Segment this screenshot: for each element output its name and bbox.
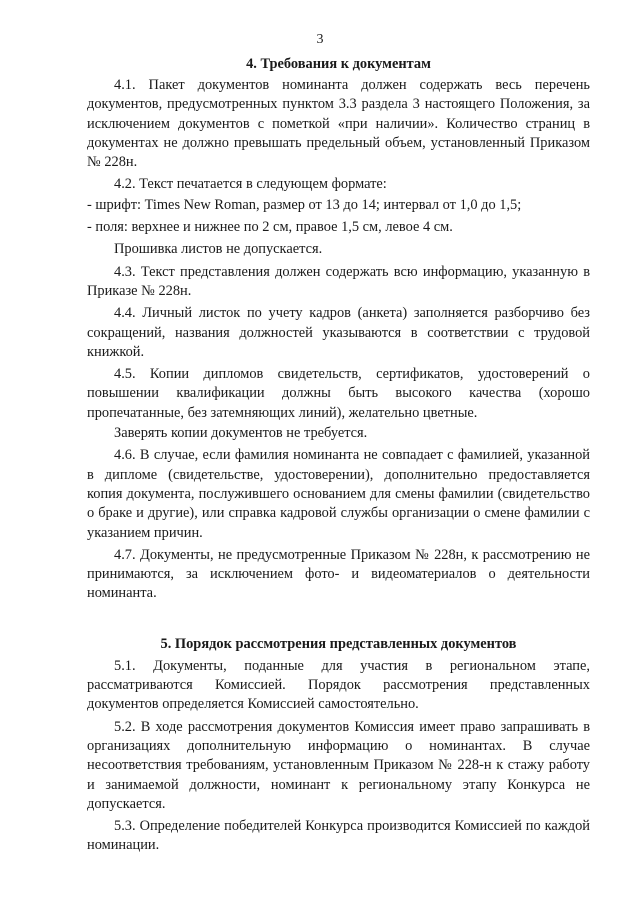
- paragraph-4-6: 4.6. В случае, если фамилия номинанта не совпадает с фамилией, указанной в дипломе (свидетельстве, удостоверении), дополнительно предоставляется копия документа, послужившего основанием для смены фамилии (свидетельство о браке и другие), или справка кадровой службы организации о смене фамилии с указанием причин.: [87, 447, 590, 541]
- certify-note: Заверять копии документов не требуется.: [114, 425, 368, 442]
- binding-note: Прошивка листов не допускается.: [114, 241, 323, 258]
- format-item-margins: - поля: верхнее и нижнее по 2 см, правое 1,5 см, левое 4 см.: [87, 219, 453, 236]
- paragraph-4-2: 4.2. Текст печатается в следующем формате:: [114, 176, 387, 193]
- paragraph-4-3: 4.3. Текст представления должен содержать всю информацию, указанную в Приказе № 228н.: [87, 263, 590, 299]
- page-number: 3: [316, 32, 324, 47]
- paragraph-4-7: 4.7. Документы, не предусмотренные Приказом № 228н, к рассмотрению не принимаются, за исключением фото- и видеоматериалов о деятельности номинанта.: [87, 546, 590, 602]
- paragraph-4-5: 4.5. Копии дипломов свидетельств, сертификатов, удостоверений о повышении квалификации должны быть высокого качества (хорошо пропечатанные, без затемняющих линий), желательно цветные.: [87, 366, 590, 421]
- format-item-font: - шрифт: Times New Roman, размер от 13 до 14; интервал от 1,0 до 1,5;: [87, 196, 522, 213]
- document-body: [87, 54, 590, 859]
- paragraph-5-2: 5.2. В ходе рассмотрения документов Комиссия имеет право запрашивать в организациях дополнительную информацию о номинантах. В случае несоответствия требованиям, установленным Приказом № 228-н к стажу работу и занимаемой должности, номинант к региональному этапу Конкурса не допускается.: [87, 718, 590, 812]
- paragraph-4-4: 4.4. Личный листок по учету кадров (анкета) заполняется разборчиво без сокращений, названия должностей указываются в соответствии с трудовой книжкой.: [87, 305, 590, 360]
- paragraph-5-3: 5.3. Определение победителей Конкурса производится Комиссией по каждой номинации.: [87, 818, 590, 854]
- paragraph-5-1: 5.1. Документы, поданные для участия в региональном этапе, рассматриваются Комиссией. Порядок рассмотрения представленных документов определяется Комиссией самостоятельно.: [87, 657, 590, 713]
- section-4-heading: 4. Требования к документам: [246, 56, 431, 72]
- paragraph-4-1: 4.1. Пакет документов номинанта должен содержать весь перечень документов, предусмотренных пунктом 3.3 раздела 3 настоящего Положения, за исключением документов с пометкой «при наличии». Количество страниц в документах не должно превышать предельный объем, установленный Приказом № 228н.: [87, 77, 590, 171]
- section-5-heading: 5. Порядок рассмотрения представленных документов: [160, 635, 517, 652]
